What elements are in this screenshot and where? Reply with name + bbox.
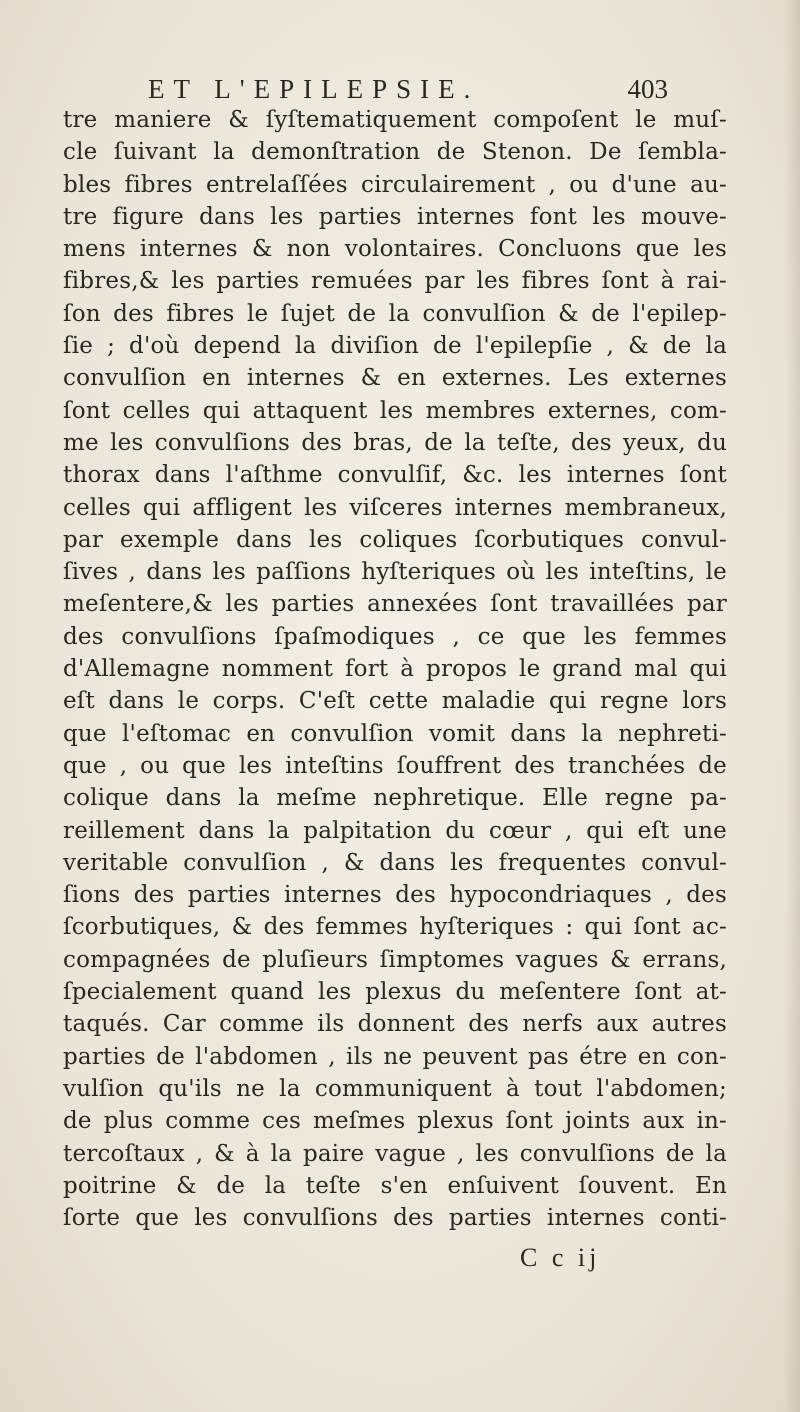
text-line: d'Allemagne nomment fort à propos le grand mal qui xyxy=(63,656,727,683)
text-line: me les convulſions des bras, de la teſte, des yeux, du xyxy=(63,429,727,456)
text-line: tre figure dans les parties internes font les mouve- xyxy=(63,203,727,230)
page-header xyxy=(148,74,668,108)
text-line: eſt dans le corps. C'eſt cette maladie qui regne lors xyxy=(63,688,727,715)
signature-mark: C c ij xyxy=(520,1243,601,1272)
body-text xyxy=(63,104,727,1234)
text-line: thorax dans l'aſthme convulſif, &c. les internes ſont xyxy=(63,462,727,489)
text-line: tercoſtaux , & à la paire vague , les convulſions de la xyxy=(63,1140,727,1167)
running-head: ET L'EPILEPSIE. xyxy=(148,74,480,104)
text-line: ſions des parties internes des hypocondriaques , des xyxy=(63,882,727,909)
text-line: parties de l'abdomen , ils ne peuvent pas étre en con- xyxy=(63,1043,727,1070)
text-line: colique dans la meſme nephretique. Elle regne pa- xyxy=(63,785,727,812)
text-line: meſentere,& les parties annexées ſont travaillées par xyxy=(63,591,727,618)
text-line: par exemple dans les coliques ſcorbutiques convul- xyxy=(63,526,727,553)
text-line: compagnées de pluſieurs ſimptomes vagues & errans, xyxy=(63,946,727,973)
text-line: taqués. Car comme ils donnent des nerfs aux autres xyxy=(63,1011,727,1038)
text-line: cle ſuivant la demonſtration de Stenon. De ſembla- xyxy=(63,139,727,166)
text-line: ſon des fibres le ſujet de la convulſion & de l'epilep- xyxy=(63,300,727,327)
text-line: celles qui affligent les viſceres internes membraneux, xyxy=(63,494,727,521)
text-line: veritable convulſion , & dans les frequentes convul- xyxy=(63,849,727,876)
text-line: que , ou que les inteſtins ſouffrent des tranchées de xyxy=(63,752,727,779)
text-line: ſpecialement quand les plexus du meſentere ſont at- xyxy=(63,979,727,1006)
text-line: ſont celles qui attaquent les membres externes, com- xyxy=(63,397,727,424)
page-edge-shadow xyxy=(784,0,800,1412)
page-number: 403 xyxy=(627,74,668,104)
text-line: reillement dans la palpitation du cœur , qui eſt une xyxy=(63,817,727,844)
text-line: convulſion en internes & en externes. Les externes xyxy=(63,365,727,392)
text-line: bles fibres entrelaſſées circulairement , ou d'une au- xyxy=(63,171,727,198)
text-line: ſives , dans les paſſions hyſteriques où les inteſtins, le xyxy=(63,559,727,586)
text-line: ſcorbutiques, & des femmes hyſteriques : qui ſont ac- xyxy=(63,914,727,941)
text-line: fibres,& les parties remuées par les fibres ſont à rai- xyxy=(63,268,727,295)
text-line: de plus comme ces meſmes plexus ſont joints aux in- xyxy=(63,1108,727,1135)
text-line: vulſion qu'ils ne la communiquent à tout l'abdomen; xyxy=(63,1075,727,1102)
text-line: poitrine & de la teſte s'en enſuivent ſouvent. En xyxy=(63,1172,727,1199)
text-line: tre maniere & ſyſtematiquement compoſent le muſ- xyxy=(63,107,727,133)
text-line: mens internes & non volontaires. Concluons que les xyxy=(63,236,727,263)
text-line: que l'eſtomac en convulſion vomit dans la nephreti- xyxy=(63,720,727,747)
text-line: des convulſions ſpaſmodiques , ce que les femmes xyxy=(63,623,727,650)
text-line: ſie ; d'où depend la diviſion de l'epilepſie , & de la xyxy=(63,333,727,360)
text-line: ſorte que les convulſions des parties internes conti- xyxy=(63,1205,727,1232)
